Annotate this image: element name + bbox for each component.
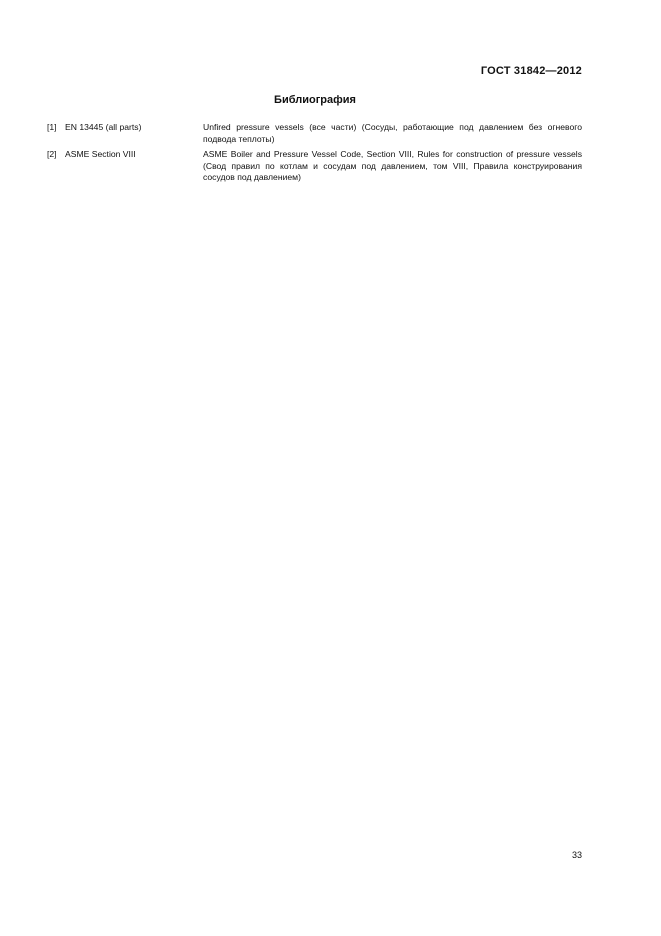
- bibliography-entry: [47, 149, 582, 184]
- bibliography-list: [47, 122, 582, 188]
- entry-description: Unfired pressure vessels (все части) (Сосуды, работающие под давлением без огневого подвода теплоты): [203, 122, 582, 144]
- entry-number: [1]: [47, 122, 57, 132]
- bibliography-entry: [47, 122, 582, 145]
- entry-number: [2]: [47, 149, 57, 159]
- document-code: ГОСТ 31842—2012: [480, 65, 582, 77]
- page-number: 33: [571, 850, 582, 860]
- entry-standard-code: ASME Section VIII: [65, 149, 136, 159]
- entry-standard-code: EN 13445 (all parts): [65, 122, 142, 132]
- entry-description: ASME Boiler and Pressure Vessel Code, Section VIII, Rules for construction of pressure vessels (Свод правил по котлам и сосудам под давлением, том VIII, Правила конструирования сосудов под давлением): [203, 149, 582, 182]
- section-title: Библиография: [274, 94, 356, 106]
